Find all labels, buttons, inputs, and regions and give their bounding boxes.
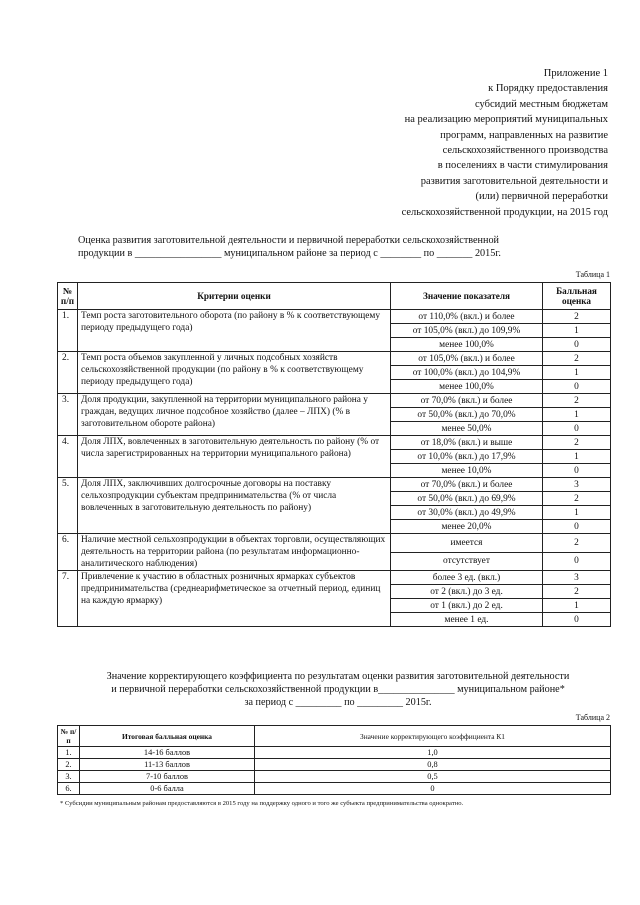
score-cell: 2: [543, 585, 611, 599]
annex-line: субсидий местным бюджетам: [474, 98, 608, 110]
row-number: 4.: [58, 436, 78, 478]
table-row: [58, 352, 611, 366]
value-cell: от 70,0% (вкл.) и более: [391, 478, 543, 492]
header-total: Итоговая балльная оценка: [80, 726, 255, 747]
table-row: [58, 571, 611, 585]
header-num: № п/п: [58, 726, 80, 747]
footnote: * Субсидии муниципальным районам предоставляются в 2015 году на поддержку одного и того же субъекта предпринимательства однократно.: [60, 800, 464, 807]
row-number: 6.: [58, 534, 78, 571]
table-row: [58, 783, 611, 795]
value-cell: имеется: [391, 534, 543, 553]
criteria-cell: Наличие местной сельхозпродукции в объектах торговли, осуществляющих деятельность на территории района (по результатам информационно-аналитического наблюдения): [78, 534, 391, 571]
value-cell: от 1 (вкл.) до 2 ед.: [391, 599, 543, 613]
value-cell: от 30,0% (вкл.) до 49,9%: [391, 506, 543, 520]
value-cell: менее 100,0%: [391, 338, 543, 352]
coef-cell: 1,0: [255, 747, 611, 759]
value-cell: менее 1 ед.: [391, 613, 543, 627]
table-row: [58, 534, 611, 553]
header-score: Балльная оценка: [543, 283, 611, 310]
total-cell: 11-13 баллов: [80, 759, 255, 771]
table1-title-line: Оценка развития заготовительной деятельности и первичной переработки сельскохозяйственной: [78, 235, 499, 246]
total-cell: 14-16 баллов: [80, 747, 255, 759]
coef-cell: 0,8: [255, 759, 611, 771]
value-cell: от 50,0% (вкл.) до 69,9%: [391, 492, 543, 506]
table-row: [58, 771, 611, 783]
annex-line: к Порядку предоставления: [488, 83, 608, 95]
value-cell: менее 50,0%: [391, 422, 543, 436]
value-cell: от 50,0% (вкл.) до 70,0%: [391, 408, 543, 422]
score-cell: 2: [543, 310, 611, 324]
table1-title: [78, 234, 608, 260]
value-cell: от 70,0% (вкл.) и более: [391, 394, 543, 408]
table-row: [58, 747, 611, 759]
row-number: 5.: [58, 478, 78, 534]
value-cell: от 110,0% (вкл.) и более: [391, 310, 543, 324]
score-cell: 3: [543, 478, 611, 492]
coef-cell: 0,5: [255, 771, 611, 783]
table2-title-line: и первичной переработки сельскохозяйственной продукции в_______________ муниципальном районе*: [111, 684, 565, 695]
row-number: 2.: [58, 352, 78, 394]
criteria-cell: Привлечение к участию в областных розничных ярмарках субъектов предпринимательства (среднеарифметическое за отчетный период, единиц на каждую ярмарку): [78, 571, 391, 627]
annex-header: [402, 66, 608, 220]
table-row: [58, 310, 611, 324]
table1-title-line: продукции в _________________ муниципальном районе за период с ________ по _______ 2015г.: [78, 248, 501, 259]
value-cell: от 10,0% (вкл.) до 17,9%: [391, 450, 543, 464]
annex-line: в поселениях в части стимулирования: [437, 160, 608, 172]
header-num: № п/п: [58, 283, 78, 310]
criteria-cell: Доля ЛПХ, вовлеченных в заготовительную деятельность по району (% от числа зарегистрированных на территории муниципального района): [78, 436, 391, 478]
evaluation-table: [57, 282, 611, 627]
row-number: 1.: [58, 310, 78, 352]
score-cell: 0: [543, 520, 611, 534]
annex-line: программ, направленных на развитие: [440, 129, 608, 141]
header-value: Значение показателя: [391, 283, 543, 310]
num-cell: 6.: [58, 783, 80, 795]
table-header-row: [58, 283, 611, 310]
score-cell: 1: [543, 324, 611, 338]
score-cell: 2: [543, 492, 611, 506]
value-cell: от 105,0% (вкл.) и более: [391, 352, 543, 366]
row-number: 3.: [58, 394, 78, 436]
table-row: [58, 478, 611, 492]
score-cell: 0: [543, 422, 611, 436]
header-coef: Значение корректирующего коэффициента К1: [255, 726, 611, 747]
score-cell: 1: [543, 366, 611, 380]
value-cell: от 18,0% (вкл.) и выше: [391, 436, 543, 450]
criteria-cell: Доля ЛПХ, заключивших долгосрочные договоры на поставку сельхозпродукции субъектам предпринимательства (% от числа вовлеченных в заготовительную деятельность по району): [78, 478, 391, 534]
row-number: 7.: [58, 571, 78, 627]
annex-line: сельскохозяйственного производства: [442, 145, 608, 157]
annex-line: (или) первичной переработки: [475, 191, 608, 203]
score-cell: 0: [543, 380, 611, 394]
evaluation-table-body: [58, 310, 611, 627]
table1-caption: Таблица 1: [575, 270, 610, 279]
criteria-cell: Темп роста заготовительного оборота (по району в % к соответствующему периоду предыдущего года): [78, 310, 391, 352]
score-cell: 2: [543, 534, 611, 553]
score-cell: 3: [543, 571, 611, 585]
table-row: [58, 759, 611, 771]
score-cell: 0: [543, 552, 611, 571]
value-cell: отсутствует: [391, 552, 543, 571]
table2-title-line: за период с _________ по _________ 2015г.: [244, 697, 432, 708]
value-cell: менее 20,0%: [391, 520, 543, 534]
annex-line: Приложение 1: [543, 68, 608, 79]
value-cell: от 100,0% (вкл.) до 104,9%: [391, 366, 543, 380]
num-cell: 3.: [58, 771, 80, 783]
num-cell: 2.: [58, 759, 80, 771]
score-cell: 2: [543, 394, 611, 408]
table2-title: [60, 670, 616, 709]
value-cell: от 105,0% (вкл.) до 109,9%: [391, 324, 543, 338]
coefficient-table: [57, 725, 611, 795]
num-cell: 1.: [58, 747, 80, 759]
table2-caption: Таблица 2: [575, 713, 610, 722]
total-cell: 7-10 баллов: [80, 771, 255, 783]
score-cell: 0: [543, 613, 611, 627]
table-row: [58, 436, 611, 450]
value-cell: от 2 (вкл.) до 3 ед.: [391, 585, 543, 599]
score-cell: 2: [543, 436, 611, 450]
score-cell: 0: [543, 338, 611, 352]
header-criteria: Критерии оценки: [78, 283, 391, 310]
criteria-cell: Доля продукции, закупленной на территории муниципального района у граждан, ведущих личное подсобное хозяйство (далее – ЛПХ) (% в заготовительном обороте района): [78, 394, 391, 436]
annex-line: на реализацию мероприятий муниципальных: [404, 114, 608, 126]
value-cell: более 3 ед. (вкл.): [391, 571, 543, 585]
value-cell: менее 100,0%: [391, 380, 543, 394]
total-cell: 0-6 балла: [80, 783, 255, 795]
coefficient-table-body: [58, 747, 611, 795]
score-cell: 2: [543, 352, 611, 366]
score-cell: 1: [543, 408, 611, 422]
criteria-cell: Темп роста объемов закупленной у личных подсобных хозяйств сельскохозяйственной продукции (по району в % к соответствующему периоду предыдущего года): [78, 352, 391, 394]
score-cell: 1: [543, 450, 611, 464]
value-cell: менее 10,0%: [391, 464, 543, 478]
coef-cell: 0: [255, 783, 611, 795]
table-row: [58, 394, 611, 408]
table-header-row: [58, 726, 611, 747]
annex-line: сельскохозяйственной продукции, на 2015 год: [401, 206, 608, 218]
score-cell: 1: [543, 506, 611, 520]
score-cell: 1: [543, 599, 611, 613]
annex-line: развития заготовительной деятельности и: [420, 175, 608, 187]
table2-title-line: Значение корректирующего коэффициента по результатам оценки развития заготовительной деятельности: [106, 671, 570, 682]
score-cell: 0: [543, 464, 611, 478]
